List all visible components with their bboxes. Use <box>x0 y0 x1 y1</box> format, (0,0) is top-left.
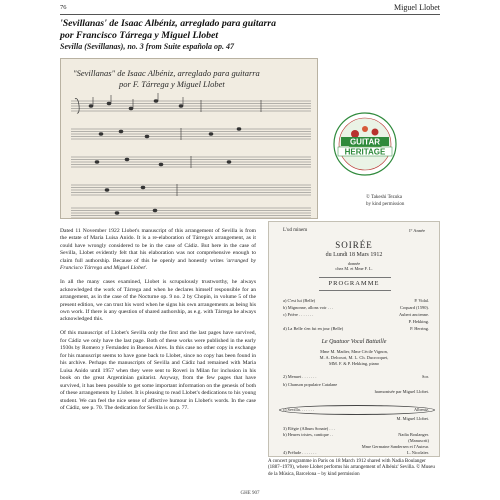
page-title-line-2: por Francisco Tárrega y Miguel Llobet <box>60 29 219 41</box>
programme-item: 2) Menuet . . . . . . . Sor. <box>283 374 429 379</box>
manuscript-score-drawing <box>61 59 318 219</box>
guitar-heritage-logo <box>333 112 397 176</box>
programme-quartet: Le Quatuor Vocal Battaille <box>321 339 387 345</box>
programme-item-sevilla: c) Sevilla. . . . . . . Albeniz. <box>283 407 429 412</box>
page-subtitle: Sevilla (Sevillanas), no. 3 from Suite española op. 47 <box>60 42 235 51</box>
manuscript-notes <box>89 93 261 214</box>
programme-item: d) La Belle s'en fut en jour (Belle) P. Herring. <box>283 326 429 331</box>
programme-heading: PROGRAMME <box>328 280 380 287</box>
paragraph-3: Of this manuscript of Llobet's Sevilla only the first and the last pages have survived, for Cádiz we only have the last page. Both of these works were published in the early 1930s by Romero y Fernández in Buenos Aires. In this case no other copy in exchange for his manuscript seems to have gone back to Llobet, since no copy has been found in his archive. Perhaps the manuscripts of Sevilla and Cádiz had remained with Maria Luisa Anido until 1957 when they were sent to Roveri in Milan for inclusion in his book on the great Argentinian guitarist. Anyway, from the few pages that have survived, it has been possible to get some important information on the genesis of both of these arrangements by Llobet. It is pleasing to read Llobet's dedications to his young student. We can feel the nice sense of affective humour in Llobet's words. In the case of Cádiz, see p. 70. The dedication for Sevilla is on p. 77. <box>60 330 256 411</box>
programme-soiree: SOIRÉE <box>335 240 373 250</box>
title-block <box>60 18 440 52</box>
programme-quartet-members: Mme M. Madier, Mme Cécile Vignon, <box>320 349 388 354</box>
running-author: Miguel Llobet <box>394 3 440 12</box>
programme-item: b) Chanson populaire Catalane <box>283 382 338 387</box>
programme-quartet-members: MM. F. & P. Hekking, piano <box>328 361 380 366</box>
programme-item: b) Heures tristes, cantique . . Nadia Boulanger. <box>283 432 429 437</box>
programme-item: a) C'est lui (Belle) P. Vidal. <box>283 298 429 303</box>
programme-location: donnée chez M. et Mme F. L. <box>335 261 373 271</box>
photo-credit-line-2: by kind permission <box>366 201 405 207</box>
page-title-line-1: 'Sevillanas' de Isaac Albéniz, arreglado para guitarra <box>60 18 277 29</box>
credit-quote: 'arranged by Francisco Tárrega and Miguel Llobet'. <box>60 257 256 272</box>
programme-rule <box>319 290 391 291</box>
programme-item: b) Mignonne, allons voir . . . Coquard (1590). <box>283 305 429 310</box>
footer-code: GHE 907 <box>240 491 260 496</box>
photo-credit-line-1: © Takeshi Tezuka <box>366 195 402 200</box>
programme-corner-left: L'ud minem <box>283 228 308 233</box>
programme-item: 4) Prélude . . . . . . . L. Nicolaïer. <box>283 450 429 455</box>
page-number: 76 <box>60 4 67 11</box>
programme-date: du Lundi 18 Mars 1912 <box>325 252 383 258</box>
paragraph-2: In all the many cases examined, Llobet is scrupulously trustworthy, he always acknowledged the work of Tárrega and when he declares himself responsible for an arrangement, as in the case of the Nocturne op. 9 no. 2 by Chopin, in volume 5 of the present edition, we can trust his word when he signs his own arrangements as being his own work. If there is any question of shared authorship, as e.g. with Tárrega he always acknowledged this. <box>60 279 256 323</box>
paragraph-1: Dated 11 November 1922 Llobet's manuscript of this arrangement of Sevilla is from the estate of Maria Luisa Anido. It is a re-elaboration of Tárrega's arrangement, as it could have wrongly considered to be in the case of Cádiz. But here in the case of Sevilla, Llobet evidently felt that his elaboration was not comprehensive enough to claim full authorship. Because of this he openly and honestly writes 'arranged by Francisco Tárrega and Miguel Llobet'. <box>60 228 256 272</box>
manuscript-text-line-2: por F. Tárrega y Miguel Llobet <box>119 79 225 89</box>
programme-corner-right: I° Année <box>409 228 425 233</box>
badge-text-line-1: GUITAR <box>349 137 381 147</box>
photo-credit <box>366 195 404 208</box>
programme-quartet-members: M. A. Delcourt, M. L. Ch. Ducrocquet, <box>319 355 389 360</box>
manuscript-image <box>60 58 318 219</box>
concert-caption: A concert programme in Paris on 18 March 1912 shared with Nadia Boulanger (1887–1979), where Llobet performs his arrangement of Albéniz' Sevilla. © Museu de la Música, Barcelona – by kind permission <box>268 459 435 477</box>
running-header <box>60 3 440 15</box>
article-body <box>60 228 256 419</box>
concert-programme-image: L'ud minem I° Année SOIRÉE du Lundi 18 Mars 1912 donnée chez M. et Mme F. L. PROGRAMME a) C'est lui (Belle) P. Vidal. b) Mignonne, allons voir . . . Coquard (1590). c) Prière . . . . . . . Aubert ancienne. P. Hekking. d) La Belle s'en fut en jour (Belle) P. Herring. Le Quatuor Vocal Battaille Mme M. Madier, Mme Cécile Vignon, M. A. Delcourt, M. L. Ch. Ducrocquet, MM. F. & P. Hekking, piano 2) Menuet . . . . . . . Sor. b) Chanson populaire Catalane harmonisée par Miguel Llobet. c) Sevilla. . . . . . . Albeniz. M. Miguel Llobet. 3) Elégie (Album Sonate) . . . b) Heures tristes, cantique . . Nadia Boulanger. (Manuscrit) Mme Germaine Sandersen et l'Auteur. 4) Prélude . . . . . . . L. Nicolaïer. <box>268 221 440 457</box>
badge-text-line-2: HERITAGE <box>344 147 386 157</box>
programme-item: c) Prière . . . . . . . Aubert ancienne. <box>283 312 429 317</box>
programme-item: 3) Elégie (Album Sonate) . . . <box>283 426 335 431</box>
manuscript-text-line-1: "Sevillanas" de Isaac Albéniz, arreglado para guitarra <box>73 68 260 78</box>
programme-rule <box>319 277 391 278</box>
